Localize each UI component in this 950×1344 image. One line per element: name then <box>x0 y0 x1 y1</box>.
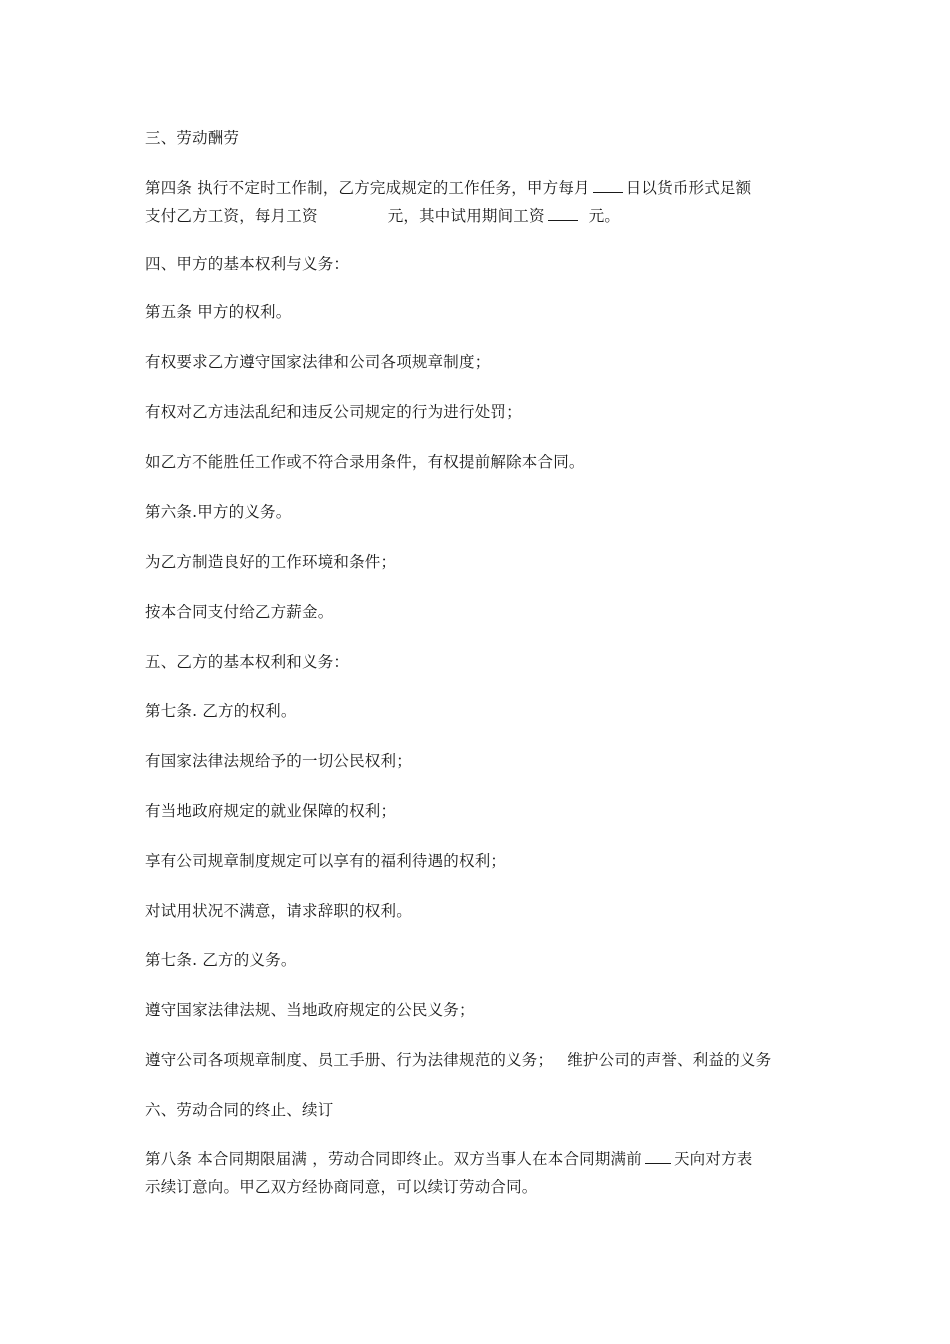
article-8-line-2: 示续订意向。甲乙双方经协商同意，可以续订劳动合同。 <box>145 1178 538 1196</box>
section-heading-party-a-rights-duties: 四、甲方的基本权利与义务： <box>145 255 350 273</box>
article-4-text-c: 支付乙方工资，每月工资 <box>145 207 318 225</box>
article-8-paragraph <box>145 1145 815 1201</box>
article-6-heading: 第六条.甲方的义务。 <box>145 503 292 521</box>
party-b-right-2: 有当地政府规定的就业保障的权利； <box>145 802 397 820</box>
party-b-right-3: 享有公司规章制度规定可以享有的福利待遇的权利； <box>145 852 507 870</box>
article-8-text-a: 第八条 本合同期限届满 ，劳动合同即终止。双方当事人在本合同期满前 <box>145 1150 642 1168</box>
section-heading-remuneration: 三、劳动酬劳 <box>145 129 240 147</box>
section-heading-termination-renewal: 六、劳动合同的终止、续订 <box>145 1101 334 1119</box>
section-heading-party-b-rights-duties: 五、乙方的基本权利和义务： <box>145 653 350 671</box>
article-4-text-b: 日以货币形式足额 <box>625 179 752 197</box>
article-8-line-1 <box>145 1145 815 1173</box>
article-7-rights-heading: 第七条. 乙方的权利。 <box>145 702 297 720</box>
article-4-text-e: 元。 <box>588 207 621 225</box>
party-b-duty-1: 遵守国家法律法规、当地政府规定的公民义务； <box>145 1001 475 1019</box>
article-4-text-d: 元，其中试用期间工资 <box>387 207 545 225</box>
article-8-text-b: 天向对方表 <box>673 1150 753 1168</box>
party-b-duty-2-b: 维护公司的声誉、利益的义务 <box>567 1051 772 1069</box>
payday-blank <box>593 176 623 193</box>
probation-salary-blank <box>548 204 578 221</box>
article-4-line-1 <box>145 174 815 202</box>
party-a-right-1: 有权要求乙方遵守国家法律和公司各项规章制度； <box>145 353 491 371</box>
article-4-paragraph <box>145 174 815 230</box>
party-b-duty-2-a: 遵守公司各项规章制度、员工手册、行为法律规范的义务； <box>145 1051 554 1069</box>
article-7-duties-heading: 第七条. 乙方的义务。 <box>145 951 297 969</box>
party-a-duty-1: 为乙方制造良好的工作环境和条件； <box>145 553 397 571</box>
article-5-heading: 第五条 甲方的权利。 <box>145 303 292 321</box>
party-b-right-1: 有国家法律法规给予的一切公民权利； <box>145 752 412 770</box>
notice-days-blank <box>645 1147 671 1164</box>
article-4-text-a: 第四条 执行不定时工作制，乙方完成规定的工作任务，甲方每月 <box>145 179 590 197</box>
party-b-duty-2 <box>145 1046 815 1074</box>
party-b-right-4: 对试用状况不满意，请求辞职的权利。 <box>145 902 412 920</box>
article-4-line-2 <box>145 202 815 230</box>
party-a-right-2: 有权对乙方违法乱纪和违反公司规定的行为进行处罚； <box>145 403 522 421</box>
party-a-duty-2: 按本合同支付给乙方薪金。 <box>145 603 334 621</box>
party-a-right-3: 如乙方不能胜任工作或不符合录用条件，有权提前解除本合同。 <box>145 453 585 471</box>
